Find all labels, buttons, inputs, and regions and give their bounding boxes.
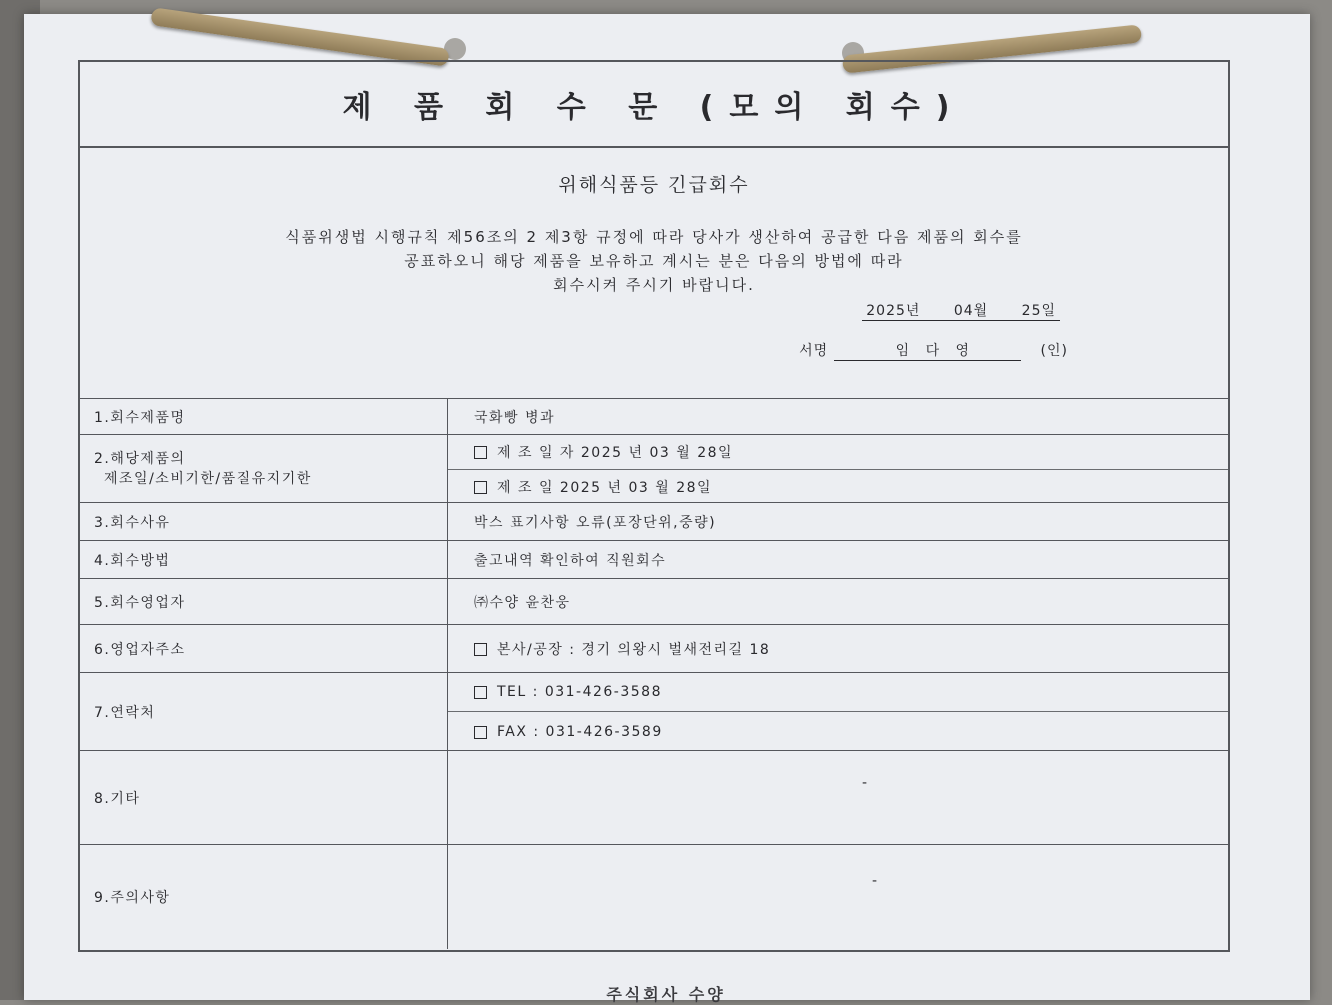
date-month: 04월: [953, 303, 989, 319]
table-row: [80, 672, 1228, 751]
date-year: 2025년: [866, 303, 921, 319]
row-label: 8.기타: [80, 751, 448, 845]
table-row: [80, 844, 1228, 949]
checkbox-icon: [474, 446, 487, 459]
date-day: 25일: [1021, 303, 1056, 319]
checkbox-icon: [474, 686, 487, 699]
row-value: -: [862, 775, 868, 791]
company-footer: 주식회사 수양: [606, 985, 726, 1004]
notice-line-2: 공표하오니 해당 제품을 보유하고 계시는 분은 다음의 방법에 따라: [404, 252, 904, 270]
form-title: 제 품 회 수 문 (모의 회수): [80, 62, 1228, 148]
row-label-line-1: 2.해당제품의: [94, 451, 186, 467]
checkbox-icon: [474, 481, 487, 494]
row-label: 4.회수방법: [80, 541, 448, 579]
table-row: [80, 434, 1228, 503]
checkbox-icon: [474, 726, 487, 739]
notice-heading: 위해식품등 긴급회수: [558, 174, 750, 196]
table-row: [80, 578, 1228, 625]
table-row: [80, 750, 1228, 845]
notice-line-3: 회수시켜 주시기 바랍니다.: [553, 276, 755, 294]
notice-line-1: 식품위생법 시행규칙 제56조의 2 제3항 규정에 따라 당사가 생산하여 공급한 다음 제품의 회수를: [285, 228, 1023, 246]
row-value: 출고내역 확인하여 직원회수: [474, 553, 667, 569]
table-row: [80, 502, 1228, 541]
row-subvalue: [448, 673, 1228, 711]
address-value: 본사/공장 : 경기 의왕시 벌새전리길 18: [497, 642, 771, 658]
manufacture-date-2: 제 조 일 2025 년 03 월 28일: [497, 480, 713, 496]
table-row: [80, 624, 1228, 673]
row-subvalue: [448, 435, 1228, 469]
row-label: 7.연락처: [80, 673, 448, 751]
row-label: 9.주의사항: [80, 845, 448, 949]
row-subvalue: [448, 711, 1228, 752]
notice-date: [862, 300, 1060, 321]
table-row: [80, 540, 1228, 579]
row-label: 3.회수사유: [80, 503, 448, 541]
signature-seal: (인): [1040, 343, 1068, 359]
signature-line: [799, 340, 1068, 361]
manufacture-date-1: 제 조 일 자 2025 년 03 월 28일: [497, 445, 734, 461]
row-label: 5.회수영업자: [80, 579, 448, 625]
row-label-line-2: 제조일/소비기한/품질유지기한: [104, 471, 312, 487]
notice-area: [80, 148, 1228, 398]
row-subvalue: [448, 469, 1228, 504]
signature-label: 서명: [799, 343, 829, 359]
checkbox-icon: [474, 643, 487, 656]
fax-value: FAX : 031-426-3589: [497, 724, 663, 740]
tel-value: TEL : 031-426-3588: [497, 684, 662, 700]
row-value: 박스 표기사항 오류(포장단위,중량): [474, 515, 717, 531]
row-value: [448, 625, 1228, 673]
row-label: 1.회수제품명: [80, 399, 448, 435]
row-value: ㈜수양 윤찬웅: [474, 595, 571, 611]
signature-name: 임 다 영: [834, 340, 1021, 361]
recall-form: [78, 60, 1230, 952]
row-value: 국화빵 병과: [474, 410, 556, 426]
table-row: [80, 398, 1228, 435]
row-label: 6.영업자주소: [80, 625, 448, 673]
row-label: [80, 435, 448, 503]
row-value: -: [872, 873, 878, 889]
